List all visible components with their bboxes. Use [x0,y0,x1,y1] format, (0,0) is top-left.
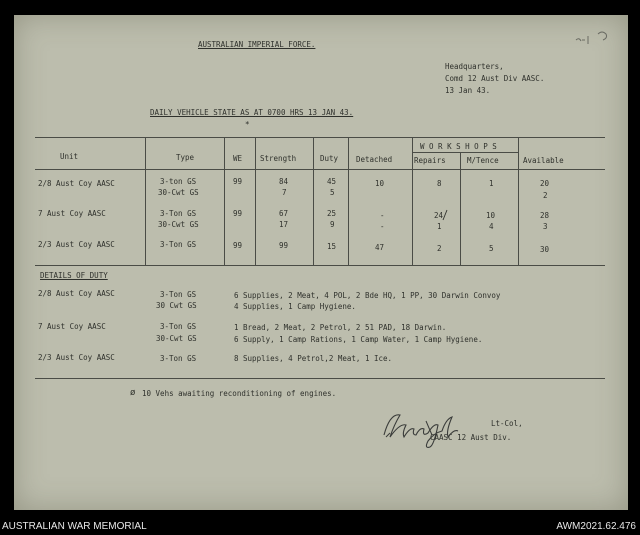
details-unit-3: 2/3 Aust Coy AASC [38,353,115,362]
row1-type-a: 3-ton GS [160,177,197,186]
header-mtence: M/Tence [467,156,499,165]
row1-mtence: 1 [489,179,494,188]
row2-detached-b: - [380,222,385,231]
row2-mtence-a: 10 [486,211,496,220]
details-3-type-a: 3-Ton GS [160,354,197,363]
row3-detached: 47 [375,243,385,252]
row1-duty-b: 5 [330,188,335,197]
row2-repairs-a: 24 [434,211,444,220]
row2-duty-a: 25 [327,209,337,218]
address-line-2: Comd 12 Aust Div AASC. [445,74,545,83]
header-repairs: Repairs [414,156,446,165]
row3-type: 3-Ton GS [160,240,197,249]
details-unit-1: 2/8 Aust Coy AASC [38,289,115,298]
details-1-type-a: 3-Ton GS [160,290,197,299]
row1-unit: 2/8 Aust Coy AASC [38,179,115,188]
row1-available-b: 2 [543,191,548,200]
row1-we: 99 [233,177,243,186]
col-divider-7 [460,152,461,265]
header-detached: Detached [356,155,393,164]
details-2-type-b: 30-Cwt GS [156,334,197,343]
row2-type-b: 30-Cwt GS [158,220,199,229]
signatory-title: CAASC 12 Aust Div. [430,433,512,442]
row2-duty-b: 9 [330,220,335,229]
header-we: WE [233,154,243,163]
handwritten-signature [370,395,490,455]
row3-duty: 15 [327,242,337,251]
row3-we: 99 [233,241,243,250]
asterisk-mark: * [245,120,250,129]
row2-strength-a: 67 [279,209,289,218]
footnote-mark: ø [130,388,136,398]
row1-type-b: 30-Cwt GS [158,188,199,197]
row2-strength-b: 17 [279,220,289,229]
row3-available: 30 [540,245,550,254]
document-title: DAILY VEHICLE STATE AS AT 0700 HRS 13 JAN 43. [150,108,354,117]
row2-detached-a: - [380,211,385,220]
details-1-text-b: 4 Supplies, 1 Camp Hygiene. [234,302,356,311]
letterhead: AUSTRALIAN IMPERIAL FORCE. [198,40,316,49]
col-divider-2 [224,137,225,265]
row3-strength: 99 [279,241,289,250]
table-top-rule [35,137,605,138]
col-divider-3 [255,137,256,265]
document-page [14,15,628,510]
row2-available-b: 3 [543,222,548,231]
row1-strength-b: 7 [282,188,287,197]
corner-pencil-annotation [568,26,616,56]
details-unit-2: 7 Aust Coy AASC [38,322,106,331]
footer-accession-number: AWM2021.62.476 [556,521,636,532]
row1-duty-a: 45 [327,177,337,186]
row3-unit: 2/3 Aust Coy AASC [38,240,115,249]
header-available: Available [523,156,564,165]
header-duty: Duty [320,154,339,163]
header-workshops: W O R K S H O P S [420,142,497,151]
col-divider-5 [348,137,349,265]
details-1-type-b: 30 Cwt GS [156,301,197,310]
row1-repairs: 8 [437,179,442,188]
row2-available-a: 28 [540,211,550,220]
row2-we: 99 [233,209,243,218]
header-unit: Unit [60,152,79,161]
row2-type-a: 3-Ton GS [160,209,197,218]
details-2-type-a: 3-Ton GS [160,322,197,331]
details-3-text-a: 8 Supplies, 4 Petrol,2 Meat, 1 Ice. [234,354,393,363]
repairs-pencil-mark [441,209,449,221]
header-strength: Strength [260,154,297,163]
row3-repairs: 2 [437,244,442,253]
row2-unit: 7 Aust Coy AASC [38,209,106,218]
footnote-text: 10 Vehs awaiting reconditioning of engines. [142,389,337,398]
workshops-rule [412,152,518,153]
col-divider-4 [313,137,314,265]
address-line-3: 13 Jan 43. [445,86,491,95]
address-line-1: Headquarters, [445,62,504,71]
header-bottom-rule [35,169,605,170]
table-bottom-rule [35,265,605,266]
col-divider-8 [518,137,519,265]
footer-credit: AUSTRALIAN WAR MEMORIAL [2,521,147,532]
row1-detached: 10 [375,179,385,188]
row1-available-a: 20 [540,179,550,188]
details-heading: DETAILS OF DUTY [40,271,108,280]
header-type: Type [176,153,195,162]
details-1-text-a: 6 Supplies, 2 Meat, 4 POL, 2 Bde HQ, 1 PP, 30 Darwin Convoy [234,291,501,300]
details-bottom-rule [35,378,605,379]
row3-mtence: 5 [489,244,494,253]
details-2-text-b: 6 Supply, 1 Camp Rations, 1 Camp Water, 1 Camp Hygiene. [234,335,483,344]
details-2-text-a: 1 Bread, 2 Meat, 2 Petrol, 2 51 PAD, 18 Darwin. [234,323,447,332]
signatory-rank: Lt-Col, [491,419,523,428]
col-divider-6 [412,137,413,265]
row1-strength-a: 84 [279,177,289,186]
row2-repairs-b: 1 [437,222,442,231]
row2-mtence-b: 4 [489,222,494,231]
col-divider-1 [145,137,146,265]
